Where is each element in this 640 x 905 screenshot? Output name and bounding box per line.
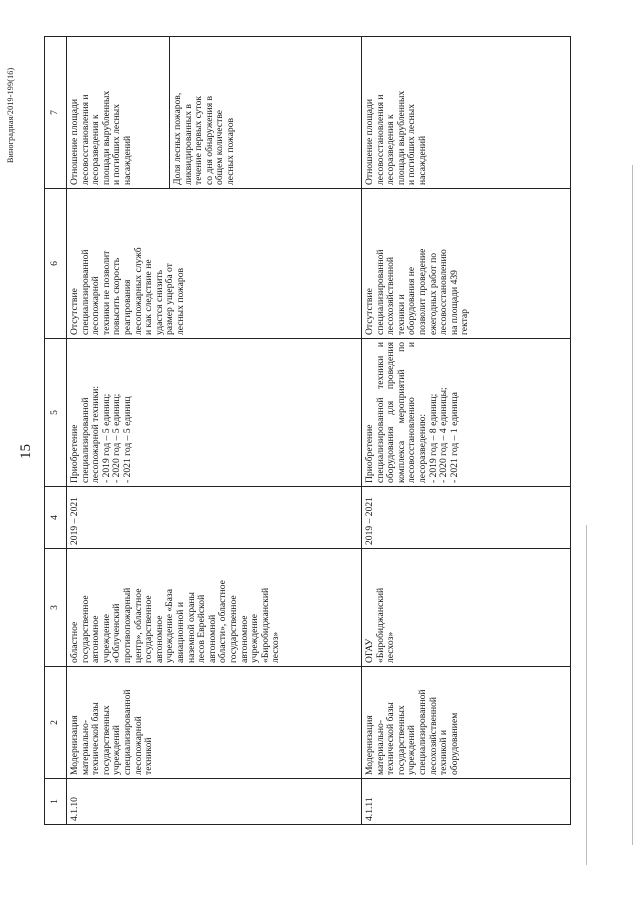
measure-name: Модернизация материально- технической базы государственных учреждений специализированной лесопожарной техникой [67,667,362,779]
column-header: 3 [45,549,67,667]
indicator-fire-share: Доля лесных пожаров, ликвидированных в течение первых суток со дня обнаружения в общем количестве лесных пожаров [172,92,236,185]
non-implementation-consequences: Отсутствие специализированной лесохозяйственной техники и оборудования не позволит проведение ежегодных работ по лесовосстановлению на площади 439 гектар [362,189,571,339]
row-number: 4.1.11 [362,779,571,825]
indicator-reforestation: Отношение площади лесовосстановления и лесоразведения к площади вырубленных и погибших лесных насаждений [67,37,170,188]
target-indicator: Отношение площади лесовосстановления и лесоразведения к площади вырубленных и погибших лесных насаждений [362,37,571,189]
expected-result-list: - 2019 год – 8 единиц; - 2020 год – 4 единицы; - 2021 год – 1 единица [427,387,460,483]
non-implementation-consequences: Отсутствие специализированной лесопожарной техники не позволит повысить скорость реагирования лесопожарных служб и как следствие не удастся снизить размер ущерба от лесных пожаров [67,189,362,339]
implementation-period: 2019 – 2021 [362,487,571,549]
table-row [362,37,571,825]
measure-name: Модернизация материально- технической базы государственных учреждений специализированной лесохозяйственной техникой и оборудованием [362,667,571,779]
column-header: 6 [45,189,67,339]
responsible-executor: областное государственное автономное учреждение «Облученский противопожарный центр», областное государственное автономное учреждение «База авиационной и наземной охраны лесов Еврейской автономной области», областное государственное автономное учреждение «Биробиджанский лесхоз» [67,549,362,667]
expected-result-intro: Приобретение специализированной техники и оборудования для проведения комплекса мероприятий по лесовосстановлению и лесоразведению: [364,342,428,483]
table-header-row [45,37,67,825]
column-header: 4 [45,487,67,549]
column-header: 2 [45,667,67,779]
page-number: 15 [18,444,34,459]
program-measures-table [44,36,571,825]
implementation-period: 2019 – 2021 [67,487,362,549]
expected-result: Приобретение специализированной лесопожарной техники: - 2019 год – 5 единиц; - 2020 год – 5 единиц; - 2021 год – 5 единиц [67,339,362,487]
row-number: 4.1.10 [67,779,362,825]
responsible-executor: ОГАУ «Биробиджанский лесхоз» [362,549,571,667]
scan-line [632,165,633,845]
column-header: 1 [45,779,67,825]
document-footer-id: Виноградная/2019-199(16) [6,67,15,163]
table-row [67,37,362,825]
scan-line [586,525,587,865]
column-header: 7 [45,37,67,189]
target-indicators [67,37,362,189]
column-header: 5 [45,339,67,487]
expected-result [362,339,571,487]
